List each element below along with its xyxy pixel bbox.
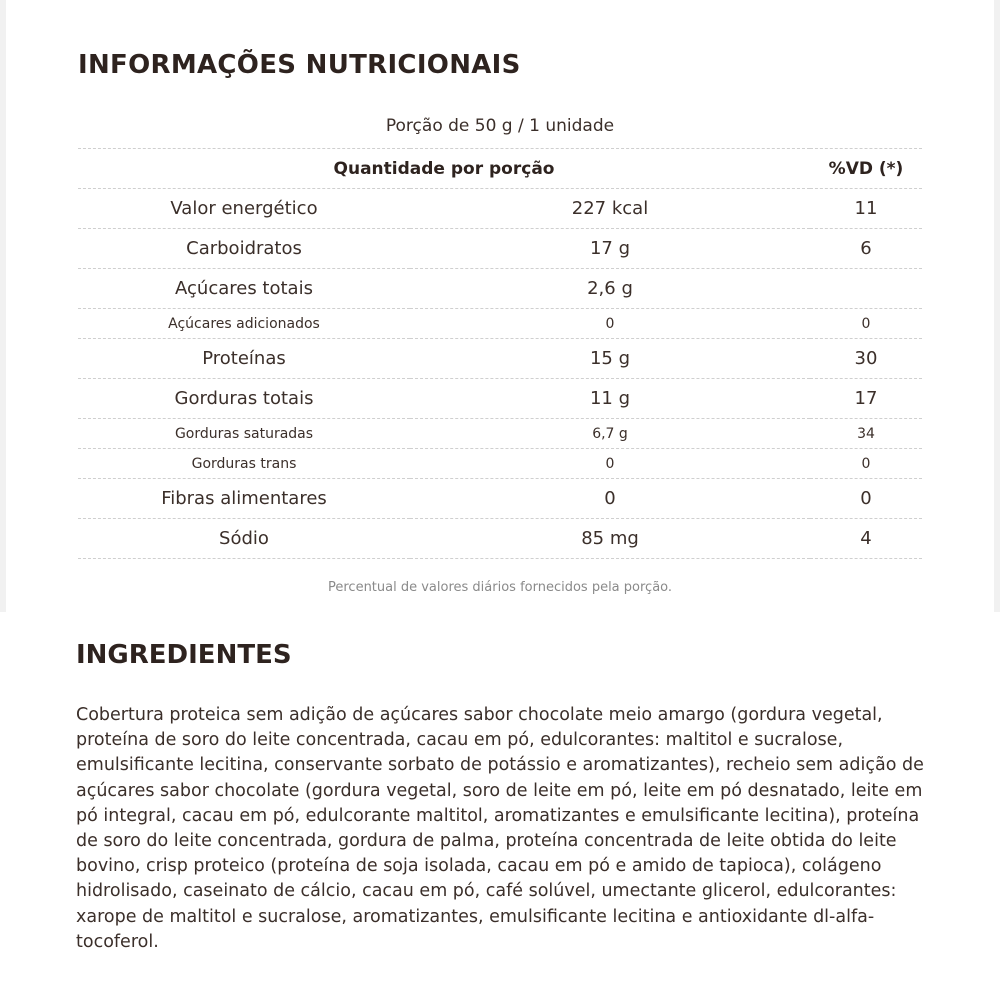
nutrition-title: INFORMAÇÕES NUTRICIONAIS (78, 50, 521, 80)
nutrient-vd: 30 (810, 339, 922, 379)
vd-header: %VD (*) (810, 149, 922, 189)
nutrient-name: Valor energético (78, 189, 410, 229)
nutrient-amount: 0 (410, 479, 810, 519)
nutrient-amount: 11 g (410, 379, 810, 419)
ingredients-text: Cobertura proteica sem adição de açúcares sabor chocolate meio amargo (gordura vegetal, proteína de soro do leite concentrada, cacau em pó, edulcorantes: maltitol e sucralose, emulsificante lecitina, conservante sorbato de potássio e aromatizantes), recheio sem adição de açúcares sabor chocolate (gordura vegetal, soro de leite em pó, leite em pó desnatado, leite em pó integral, cacau em pó, edulcorante maltitol, aromatizantes e emulsificante lecitina), proteína de soro do leite concentrada, gordura de palma, proteína concentrada de leite obtida do leite bovino, crisp proteico (proteína de soja isolada, cacau em pó e amido de tapioca), colágeno hidrolisado, caseinato de cálcio, cacau em pó, café solúvel, umectante glicerol, edulcorantes: xarope de maltitol e sucralose, aromatizantes, emulsificante lecitina e antioxidante dl-alfa-tocoferol. (76, 705, 924, 952)
table-row (78, 229, 922, 269)
table-row (78, 419, 922, 449)
portion-size: Porção de 50 g / 1 unidade (385, 116, 615, 136)
nutrient-vd: 0 (810, 479, 922, 519)
nutrient-name: Açúcares totais (78, 269, 410, 309)
quantity-header: Quantidade por porção (78, 149, 810, 189)
ingredients-title: INGREDIENTES (76, 640, 292, 670)
nutrient-vd: 34 (810, 419, 922, 449)
table-row (78, 519, 922, 559)
nutrition-table (78, 148, 922, 559)
nutrient-amount: 85 mg (410, 519, 810, 559)
nutrient-amount: 15 g (410, 339, 810, 379)
table-row (78, 449, 922, 479)
nutrient-vd (810, 269, 922, 309)
table-row (78, 189, 922, 229)
nutrient-vd: 11 (810, 189, 922, 229)
nutrient-amount: 227 kcal (410, 189, 810, 229)
nutrient-name: Gorduras totais (78, 379, 410, 419)
nutrient-vd: 0 (810, 449, 922, 479)
nutrient-vd: 4 (810, 519, 922, 559)
table-header-row (78, 149, 922, 189)
nutrient-name: Gorduras trans (78, 449, 410, 479)
nutrient-name: Sódio (78, 519, 410, 559)
nutrient-vd: 17 (810, 379, 922, 419)
nutrient-name: Gorduras saturadas (78, 419, 410, 449)
table-footnote: Percentual de valores diários fornecidos pela porção. (327, 580, 673, 595)
nutrient-name: Fibras alimentares (78, 479, 410, 519)
nutrient-vd: 6 (810, 229, 922, 269)
nutrient-amount: 17 g (410, 229, 810, 269)
nutrient-amount: 6,7 g (410, 419, 810, 449)
table-row (78, 309, 922, 339)
table-row (78, 269, 922, 309)
nutrient-name: Carboidratos (78, 229, 410, 269)
nutrient-vd: 0 (810, 309, 922, 339)
nutrient-name: Proteínas (78, 339, 410, 379)
table-row (78, 339, 922, 379)
nutrient-amount: 2,6 g (410, 269, 810, 309)
nutrient-amount: 0 (410, 449, 810, 479)
table-row (78, 379, 922, 419)
table-row (78, 479, 922, 519)
nutrient-name: Açúcares adicionados (78, 309, 410, 339)
nutrient-amount: 0 (410, 309, 810, 339)
